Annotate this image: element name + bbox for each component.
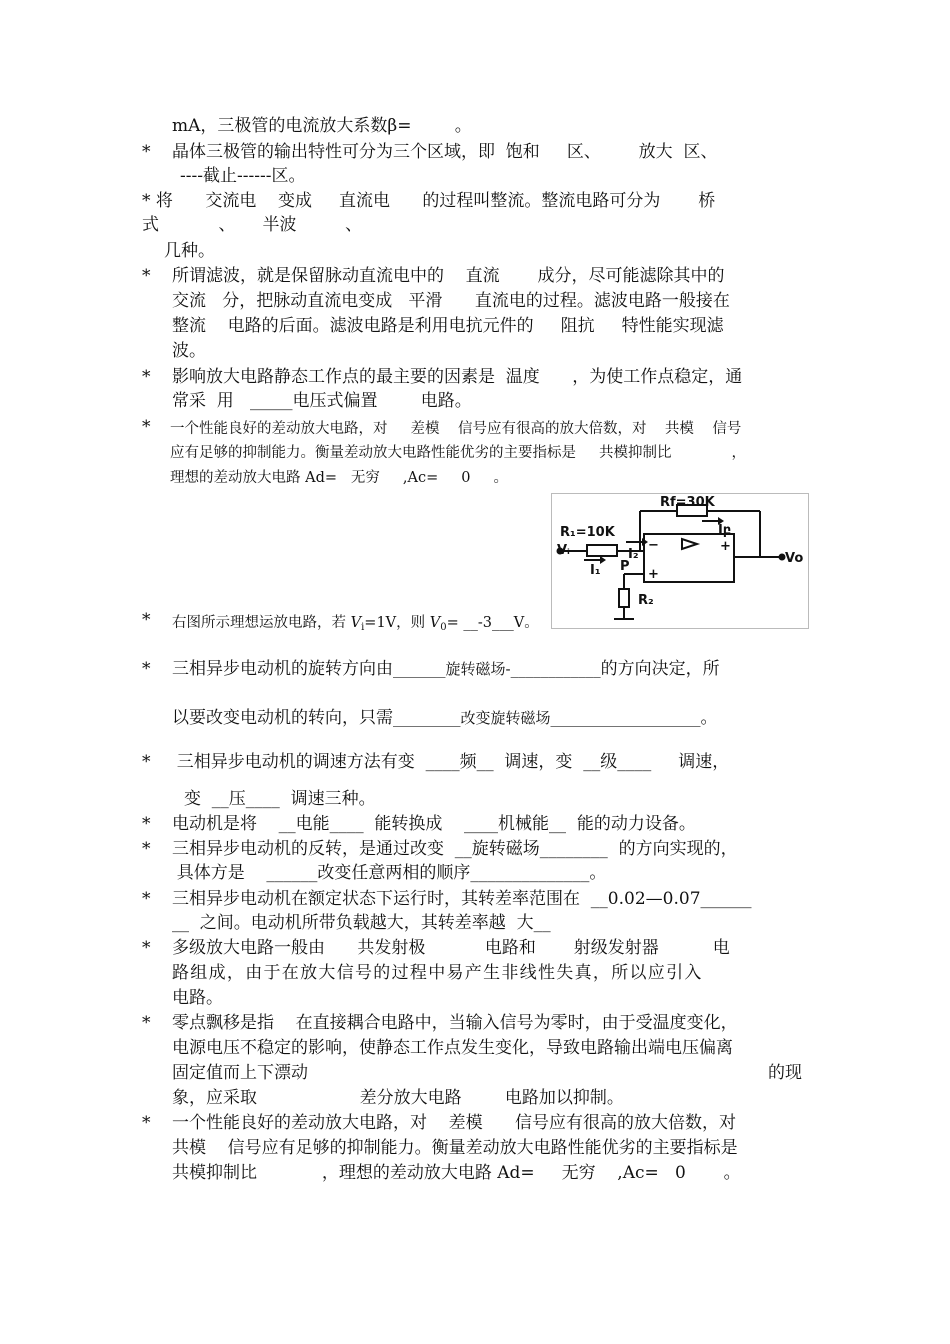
bullet-21: * [142,814,151,834]
bullet-33: * [142,1113,151,1133]
line-14: 应有足够的抑制能力。衡量差动放大电路性能优劣的主要指标是 共模抑制比 ， [170,445,746,461]
line-26: 多级放大电路一般由 共发射极 电路和 射级发射器 电 [172,938,730,958]
line-12-a: 常采 用 [172,391,251,411]
line-17-c: 的方向决定，所 [600,659,720,679]
line-15: 理想的差动放大电路 Ad= 无穷 ,Ac= 0 。 [170,470,509,486]
line-18 [172,707,718,729]
line-28: 电路。 [172,988,223,1008]
bullet-29: * [142,1013,151,1033]
output-plus-sign: + [720,539,731,554]
bullet-24: * [142,889,151,909]
line-33: 一个性能良好的差动放大电路，对 差模 信号应有很高的放大倍数，对 [172,1113,737,1133]
line-2: 晶体三极管的输出特性可分为三个区域，即 饱和 区、 放大 区、 [172,142,718,162]
line-20: 变 __压____ 调速三种。 [184,789,376,809]
bullet-16: * [142,610,151,630]
vo-label: Vo [785,551,804,566]
line-34: 共模 信号应有足够的抑制能力。衡量差动放大电路性能优劣的主要指标是 [172,1138,738,1158]
line-13: 一个性能良好的差动放大电路，对 差模 信号应有很高的放大倍数，对 共模 信号 [170,421,742,437]
vi-label: Vᵢ [557,543,570,558]
line-16-a: 右图所示理想运放电路，若 [172,615,351,631]
line-17-b: _______旋转磁场-____________ [393,660,601,678]
line-12-b: _____电压式偏置 [250,391,378,411]
line-16-b: =1V，则 [364,615,430,631]
line-18-c: 。 [700,708,718,728]
i2-label: I₂ [628,547,639,562]
line-35: 共模抑制比 ，理想的差动放大电路 Ad= 无穷 ,Ac= 0 。 [172,1163,741,1183]
bullet-13: * [142,417,151,437]
plus-sign: + [648,567,659,582]
line-24: 三相异步电动机在额定状态下运行时，其转差率范围在 __0.02—0.07______ [172,889,752,909]
line-4: * 将 交流电 变成 直流电 的过程叫整流。整流电路可分为 桥 [142,191,716,211]
v-i-symbol: V [350,615,362,631]
line-16 [172,612,539,639]
v-i-sub: i [361,622,365,633]
line-31-a: 固定值而上下漂动 [172,1063,308,1083]
line-7: 所谓滤波，就是保留脉动直流电中的 直流 成分，尽可能滤除其中的 [172,266,725,286]
line-6: 几种。 [164,241,215,261]
line-10: 波。 [172,341,206,361]
line-25: __ 之间。电动机所带负载越大，其转差率越 大__ [172,913,551,933]
bullet-17: * [142,659,151,679]
line-32: 象，应采取 差分放大电路 电路加以抑制。 [172,1088,624,1108]
line-3: ----截止------区。 [180,166,306,186]
r1-label: R₁=10K [560,525,615,540]
op-amp-circuit-figure [551,493,809,629]
line-30: 电源电压不稳定的影响，使静态工作点发生变化，导致电路输出端电压偏离 [172,1038,733,1058]
line-17-a: 三相异步电动机的旋转方向由 [172,659,393,679]
line-21: 电动机是将 __电能____ 能转换成 ____机械能__ 能的动力设备。 [172,814,696,834]
line-29: 零点飘移是指 在直接耦合电路中，当输入信号为零时，由于受温度变化， [172,1013,738,1033]
bullet-2: * [142,142,151,162]
if-label: Iբ [718,523,732,538]
bullet-22: * [142,839,151,859]
line-9: 整流 电路的后面。滤波电路是利用电抗元件的 阻抗 特性能实现滤 [172,316,724,336]
line-18-a: 以要改变电动机的转向，只需 [172,708,393,728]
bullet-19: * [142,752,151,772]
line-8: 交流 分，把脉动直流电变成 平滑 直流电的过程。滤波电路一般接在 [172,291,730,311]
line-27: 路组成，由于在放大信号的过程中易产生非线性失真，所以应引入 [172,963,703,983]
line-11: 影响放大电路静态工作点的最主要的因素是 温度 ，为使工作点稳定，通 [172,367,743,387]
bullet-26: * [142,938,151,958]
i1-label: I₁ [590,563,601,578]
p-label: P [620,559,630,574]
line-18-b: _________改变旋转磁场____________________ [393,709,701,727]
line-23: 具体方是 ______改变任意两相的顺序______________。 [166,863,607,883]
line-17 [172,658,720,680]
line-22: 三相异步电动机的反转，是通过改变 __旋转磁场________ 的方向实现的， [172,839,738,859]
r2-label: R₂ [638,593,654,608]
bullet-7: * [142,266,151,286]
line-1: mA，三极管的电流放大系数β= 。 [172,116,472,136]
minus-sign: − [648,538,659,553]
line-5: 式 、 半波 、 [142,215,363,235]
line-31-b: 的现 [768,1063,802,1083]
bullet-11: * [142,367,151,387]
line-12 [172,390,472,412]
v-0-sub: 0 [440,622,447,633]
line-19: 三相异步电动机的调速方法有变 ____频__ 调速，变 __级____ 调速， [166,752,730,772]
v-0-symbol: V [429,615,441,631]
line-12-c: 电路。 [377,391,472,411]
rf-label: Rf=30K [660,495,715,510]
line-16-c: = __-3___V。 [446,615,539,631]
